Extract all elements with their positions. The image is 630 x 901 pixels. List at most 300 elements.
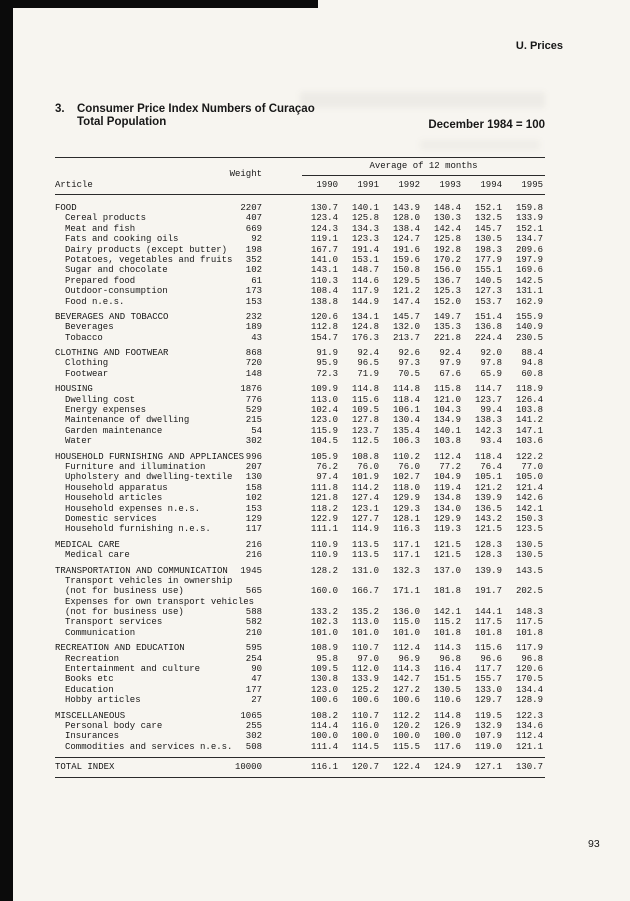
table-row xyxy=(55,333,545,343)
value-cell: 148.4 xyxy=(433,203,461,213)
value-cell: 133.9 xyxy=(351,674,379,685)
value-cell: 77.2 xyxy=(439,461,461,472)
spacer-cell xyxy=(262,369,297,379)
article-cell: Transport services xyxy=(65,617,163,628)
spacer-cell xyxy=(262,245,297,255)
value-cell: 134.0 xyxy=(433,503,461,514)
table-total xyxy=(55,757,545,777)
article-cell: Household articles xyxy=(65,493,163,504)
value-cell: 117.9 xyxy=(351,286,379,297)
value-cell: 101.0 xyxy=(310,627,338,638)
value-cell: 115.2 xyxy=(433,617,461,628)
value-cell: 117.1 xyxy=(392,550,420,561)
article-cell: HOUSING xyxy=(55,384,93,395)
value-cell: 112.4 xyxy=(392,643,420,654)
value-cell: 171.1 xyxy=(392,586,420,597)
value-cell: 76.0 xyxy=(398,461,420,472)
value-cell: 97.0 xyxy=(357,653,379,664)
value-cell: 104.3 xyxy=(433,405,461,416)
value-cell: 140.5 xyxy=(474,275,502,286)
value-cell: 130.5 xyxy=(433,684,461,695)
weight-cell: 158 xyxy=(245,482,262,493)
weight-cell: 595 xyxy=(245,643,262,654)
article-cell: Insurances xyxy=(65,731,120,742)
value-cell: 112.2 xyxy=(392,710,420,721)
spacer-cell xyxy=(262,213,297,223)
value-cell: 133.0 xyxy=(474,684,502,695)
spacer-cell xyxy=(262,731,297,741)
article-cell: Sugar and chocolate xyxy=(65,265,168,276)
weight-cell: 47 xyxy=(251,674,262,685)
table-row xyxy=(55,504,545,514)
value-cell: 123.7 xyxy=(474,394,502,405)
table-row xyxy=(55,664,545,674)
value-cell: 143.2 xyxy=(474,513,502,524)
value-cell: 105.1 xyxy=(474,472,502,483)
value-cell: 114.4 xyxy=(310,720,338,731)
year-column-header: 1991 xyxy=(357,179,379,190)
value-cell: 71.9 xyxy=(357,368,379,379)
value-cell: 121.5 xyxy=(474,524,502,535)
value-cell: 156.0 xyxy=(433,265,461,276)
weight-cell: 210 xyxy=(245,627,262,638)
weight-cell: 153 xyxy=(245,296,262,307)
spacer-cell xyxy=(262,405,297,415)
value-cell: 121.1 xyxy=(515,741,543,752)
weight-cell: 302 xyxy=(245,731,262,742)
value-cell: 112.0 xyxy=(351,664,379,675)
weight-cell: 254 xyxy=(245,653,262,664)
value-cell: 159.8 xyxy=(515,203,543,213)
article-cell: Upholstery and dwelling-textile xyxy=(65,472,233,483)
value-cell: 110.6 xyxy=(433,695,461,706)
article-cell: Dairy products (except butter) xyxy=(65,244,228,255)
weight-cell: 508 xyxy=(245,741,262,752)
value-cell: 97.9 xyxy=(439,358,461,369)
article-cell: Cereal products xyxy=(65,213,147,224)
weight-cell: 173 xyxy=(245,286,262,297)
value-cell: 117.5 xyxy=(515,617,543,628)
table-row xyxy=(55,348,545,358)
value-cell: 110.7 xyxy=(351,643,379,654)
weight-cell: 198 xyxy=(245,244,262,255)
spacer-cell xyxy=(262,297,297,307)
value-cell: 128.3 xyxy=(474,539,502,550)
value-cell: 120.6 xyxy=(515,664,543,675)
table-row xyxy=(55,415,545,425)
year-column-header: 1992 xyxy=(398,179,420,190)
spacer-cell xyxy=(262,265,297,275)
value-cell: 134.6 xyxy=(515,720,543,731)
value-cell: 152.1 xyxy=(515,223,543,234)
year-column-header: 1994 xyxy=(480,179,502,190)
table-group xyxy=(55,348,545,379)
value-cell: 191.7 xyxy=(474,586,502,597)
value-cell: 127.7 xyxy=(351,513,379,524)
value-cell: 115.6 xyxy=(474,643,502,654)
value-cell xyxy=(461,576,502,586)
value-cell: 142.1 xyxy=(433,607,461,618)
table-row xyxy=(55,483,545,493)
article-cell: Personal body care xyxy=(65,720,163,731)
value-cell: 113.5 xyxy=(351,550,379,561)
value-cell: 103.6 xyxy=(515,436,543,447)
spacer-cell xyxy=(262,654,297,664)
year-column-header: 1993 xyxy=(439,179,461,190)
weight-column-header: Weight xyxy=(229,169,262,179)
value-cell: 139.9 xyxy=(474,493,502,504)
value-cell: 136.0 xyxy=(392,607,420,618)
article-cell: (not for business use) xyxy=(65,586,184,597)
value-cell: 141.0 xyxy=(310,254,338,265)
spacer-cell xyxy=(262,224,297,234)
value-cell: 153.1 xyxy=(351,254,379,265)
value-cell: 100.6 xyxy=(310,695,338,706)
value-cell: 123.7 xyxy=(351,425,379,436)
spacer-cell xyxy=(262,483,297,493)
spacer-cell xyxy=(262,674,297,684)
value-cell: 116.3 xyxy=(392,524,420,535)
article-cell: Beverages xyxy=(65,322,114,333)
value-cell: 142.4 xyxy=(433,223,461,234)
value-cell: 97.3 xyxy=(398,358,420,369)
value-cell: 117.7 xyxy=(474,664,502,675)
spacer-cell xyxy=(262,742,297,752)
article-cell: Household expenses n.e.s. xyxy=(65,503,201,514)
value-cell: 110.9 xyxy=(310,550,338,561)
value-cell: 140.1 xyxy=(433,425,461,436)
value-cell: 134.3 xyxy=(351,223,379,234)
value-cell: 95.8 xyxy=(316,653,338,664)
running-header: U. Prices xyxy=(515,40,563,52)
value-cell: 117.1 xyxy=(392,539,420,550)
value-cell: 109.9 xyxy=(310,384,338,395)
table-row xyxy=(55,358,545,368)
table-header xyxy=(55,157,545,195)
value-cell: 114.9 xyxy=(351,524,379,535)
table-row xyxy=(55,493,545,503)
value-cell: 151.5 xyxy=(433,674,461,685)
value-cell: 120.2 xyxy=(392,720,420,731)
value-cell: 118.9 xyxy=(515,384,543,395)
table-row xyxy=(55,721,545,731)
value-cell: 115.9 xyxy=(310,425,338,436)
value-cell: 123.0 xyxy=(310,684,338,695)
weight-cell xyxy=(215,576,262,586)
article-cell: Prepared food xyxy=(65,275,136,286)
value-cell: 181.8 xyxy=(433,586,461,597)
value-cell: 230.5 xyxy=(515,332,543,343)
weight-cell: 215 xyxy=(245,415,262,426)
value-cell: 133.9 xyxy=(515,213,543,224)
spacer-cell xyxy=(262,586,297,596)
weight-cell: 996 xyxy=(245,451,262,462)
weight-cell: 10000 xyxy=(234,762,262,773)
value-cell: 114.8 xyxy=(351,384,379,395)
table-group xyxy=(55,566,545,639)
spacer-cell xyxy=(262,462,297,472)
value-cell: 115.0 xyxy=(392,617,420,628)
value-cell: 143.1 xyxy=(310,265,338,276)
value-cell: 103.8 xyxy=(515,405,543,416)
value-cell: 92.6 xyxy=(398,348,420,359)
table-row xyxy=(55,472,545,482)
spacer-cell xyxy=(262,333,297,343)
value-cell: 118.2 xyxy=(310,503,338,514)
value-cell: 114.6 xyxy=(351,275,379,286)
table-row xyxy=(55,597,545,607)
spacer-cell xyxy=(262,384,297,394)
spacer-cell xyxy=(262,607,297,617)
table-row xyxy=(55,643,545,653)
value-cell: 162.9 xyxy=(515,296,543,307)
value-cell: 134.9 xyxy=(433,415,461,426)
value-cell: 119.5 xyxy=(474,710,502,721)
spacer-cell xyxy=(262,286,297,296)
article-cell: RECREATION AND EDUCATION xyxy=(55,643,185,654)
value-cell xyxy=(502,597,543,607)
value-cell: 148.3 xyxy=(515,607,543,618)
table-row xyxy=(55,245,545,255)
weight-cell: 102 xyxy=(245,493,262,504)
value-cell: 142.6 xyxy=(515,493,543,504)
value-cell: 101.0 xyxy=(392,627,420,638)
spacer-cell xyxy=(262,203,297,213)
spacer-cell xyxy=(262,322,297,332)
page-number: 93 xyxy=(588,838,600,850)
article-cell: FOOD xyxy=(55,203,77,213)
spacer-cell xyxy=(262,664,297,674)
value-cell: 108.4 xyxy=(310,286,338,297)
article-cell: Water xyxy=(65,436,93,447)
table-row xyxy=(55,203,545,213)
weight-cell: 2207 xyxy=(240,203,262,213)
value-cell: 110.7 xyxy=(351,710,379,721)
value-cell: 114.3 xyxy=(392,664,420,675)
weight-cell: 669 xyxy=(245,223,262,234)
value-cell: 144.9 xyxy=(351,296,379,307)
weight-cell: 130 xyxy=(245,472,262,483)
value-cell xyxy=(379,597,420,607)
value-cell: 121.8 xyxy=(310,493,338,504)
value-cell: 191.6 xyxy=(392,244,420,255)
spacer-cell xyxy=(262,550,297,560)
value-cell: 97.8 xyxy=(480,358,502,369)
weight-cell: 54 xyxy=(251,425,262,436)
table-row xyxy=(55,224,545,234)
value-cell: 135.4 xyxy=(392,425,420,436)
value-cell: 96.5 xyxy=(357,358,379,369)
value-cell: 122.4 xyxy=(392,762,420,773)
weight-cell: 27 xyxy=(251,695,262,706)
value-cell: 101.8 xyxy=(433,627,461,638)
value-cell: 154.7 xyxy=(310,332,338,343)
value-cell: 141.2 xyxy=(515,415,543,426)
value-cell: 134.4 xyxy=(515,684,543,695)
value-cell: 111.4 xyxy=(310,741,338,752)
value-cell: 221.8 xyxy=(433,332,461,343)
weight-cell: 1876 xyxy=(240,384,262,395)
value-cell: 101.0 xyxy=(351,627,379,638)
value-cell: 110.2 xyxy=(392,451,420,462)
years-header-row xyxy=(55,180,545,190)
value-cell: 147.1 xyxy=(515,425,543,436)
value-cell: 131.0 xyxy=(351,565,379,576)
value-cell: 127.4 xyxy=(351,493,379,504)
value-cell: 113.0 xyxy=(351,617,379,628)
weight-cell: 720 xyxy=(245,358,262,369)
value-cell: 124.7 xyxy=(392,234,420,245)
value-cell: 132.0 xyxy=(392,322,420,333)
article-cell: Household furnishing n.e.s. xyxy=(65,524,211,535)
spacer-cell xyxy=(262,312,297,322)
value-cell: 118.4 xyxy=(474,451,502,462)
value-cell: 198.3 xyxy=(474,244,502,255)
value-cell: 191.4 xyxy=(351,244,379,255)
value-cell: 124.3 xyxy=(310,223,338,234)
section-number: 3. xyxy=(55,103,65,115)
value-cell: 136.8 xyxy=(474,322,502,333)
value-cell: 138.4 xyxy=(392,223,420,234)
table-group xyxy=(55,643,545,705)
table-row xyxy=(55,540,545,550)
value-cell: 167.7 xyxy=(310,244,338,255)
value-cell: 142.1 xyxy=(515,503,543,514)
value-cell: 136.5 xyxy=(474,503,502,514)
weight-cell: 189 xyxy=(245,322,262,333)
table-row xyxy=(55,695,545,705)
value-cell: 160.0 xyxy=(310,586,338,597)
value-cell: 127.8 xyxy=(351,415,379,426)
value-cell: 117.9 xyxy=(515,643,543,654)
value-cell xyxy=(297,597,338,607)
weight-cell: 776 xyxy=(245,394,262,405)
value-cell: 128.9 xyxy=(515,695,543,706)
value-cell: 77.0 xyxy=(521,461,543,472)
value-cell: 105.9 xyxy=(310,451,338,462)
value-cell: 132.9 xyxy=(474,720,502,731)
value-cell: 128.3 xyxy=(474,550,502,561)
value-cell xyxy=(420,597,461,607)
table-row xyxy=(55,628,545,638)
value-cell: 95.9 xyxy=(316,358,338,369)
spacer-cell xyxy=(262,576,297,586)
table-row xyxy=(55,462,545,472)
value-cell: 123.5 xyxy=(515,524,543,535)
spacer-cell xyxy=(262,540,297,550)
article-cell: Dwelling cost xyxy=(65,394,136,405)
table-row xyxy=(55,711,545,721)
value-cell: 115.6 xyxy=(351,394,379,405)
table-row xyxy=(55,322,545,332)
spacer-cell xyxy=(262,358,297,368)
value-cell: 100.6 xyxy=(392,695,420,706)
avg-span-rule xyxy=(302,175,545,176)
scan-ghosting xyxy=(420,140,540,150)
value-cell: 102.3 xyxy=(310,617,338,628)
value-cell: 123.1 xyxy=(351,503,379,514)
value-cell xyxy=(420,576,461,586)
article-cell: Outdoor-consumption xyxy=(65,286,168,297)
value-cell: 132.5 xyxy=(474,213,502,224)
value-cell: 123.4 xyxy=(310,213,338,224)
table-body xyxy=(55,195,545,752)
table-row xyxy=(55,576,545,586)
article-cell: Recreation xyxy=(65,653,120,664)
table-row xyxy=(55,731,545,741)
value-cell: 138.8 xyxy=(310,296,338,307)
article-cell: Garden maintenance xyxy=(65,425,163,436)
article-cell: Furniture and illumination xyxy=(65,461,206,472)
value-cell: 202.5 xyxy=(515,586,543,597)
value-cell: 120.7 xyxy=(351,762,379,773)
value-cell: 133.2 xyxy=(310,607,338,618)
table-row xyxy=(55,524,545,534)
value-cell: 101.9 xyxy=(351,472,379,483)
weight-cell: 1065 xyxy=(240,710,262,721)
value-cell: 129.5 xyxy=(392,275,420,286)
value-cell: 93.4 xyxy=(480,436,502,447)
table-row xyxy=(55,685,545,695)
value-cell: 128.1 xyxy=(392,513,420,524)
article-cell: Expenses for own transport vehicles xyxy=(65,596,255,607)
table-group xyxy=(55,312,545,343)
article-cell: Footwear xyxy=(65,368,109,379)
article-cell: Meat and fish xyxy=(65,223,136,234)
weight-cell: 61 xyxy=(251,275,262,286)
table-row xyxy=(55,265,545,275)
table-row xyxy=(55,369,545,379)
article-cell: Hobby articles xyxy=(65,695,141,706)
value-cell: 119.3 xyxy=(433,524,461,535)
value-cell: 125.3 xyxy=(433,286,461,297)
weight-cell: 352 xyxy=(245,254,262,265)
value-cell: 111.1 xyxy=(310,524,338,535)
article-cell: Tobacco xyxy=(65,332,103,343)
weight-cell: 92 xyxy=(251,234,262,245)
value-cell: 130.3 xyxy=(433,213,461,224)
article-cell: Entertainment and culture xyxy=(65,664,201,675)
value-cell: 114.8 xyxy=(433,710,461,721)
table-row xyxy=(55,742,545,752)
table-row xyxy=(55,255,545,265)
value-cell: 94.8 xyxy=(521,358,543,369)
value-cell: 197.9 xyxy=(515,254,543,265)
value-cell: 122.2 xyxy=(515,451,543,462)
table-row xyxy=(55,674,545,684)
table-row xyxy=(55,514,545,524)
value-cell: 134.7 xyxy=(515,234,543,245)
value-cell: 104.9 xyxy=(433,472,461,483)
value-cell: 119.1 xyxy=(310,234,338,245)
value-cell: 121.2 xyxy=(474,482,502,493)
value-cell: 127.3 xyxy=(474,286,502,297)
value-cell: 130.4 xyxy=(392,415,420,426)
article-cell: TOTAL INDEX xyxy=(55,762,115,773)
value-cell: 153.7 xyxy=(474,296,502,307)
value-cell: 111.8 xyxy=(310,482,338,493)
article-cell: (not for business use) xyxy=(65,607,184,618)
value-cell: 121.5 xyxy=(433,539,461,550)
article-cell: Fats and cooking oils xyxy=(65,234,179,245)
spacer-cell xyxy=(262,695,297,705)
weight-cell: 102 xyxy=(245,265,262,276)
value-cell: 92.4 xyxy=(357,348,379,359)
value-cell: 114.5 xyxy=(351,741,379,752)
value-cell: 92.0 xyxy=(480,348,502,359)
value-cell: 116.1 xyxy=(310,762,338,773)
spacer-cell xyxy=(262,643,297,653)
